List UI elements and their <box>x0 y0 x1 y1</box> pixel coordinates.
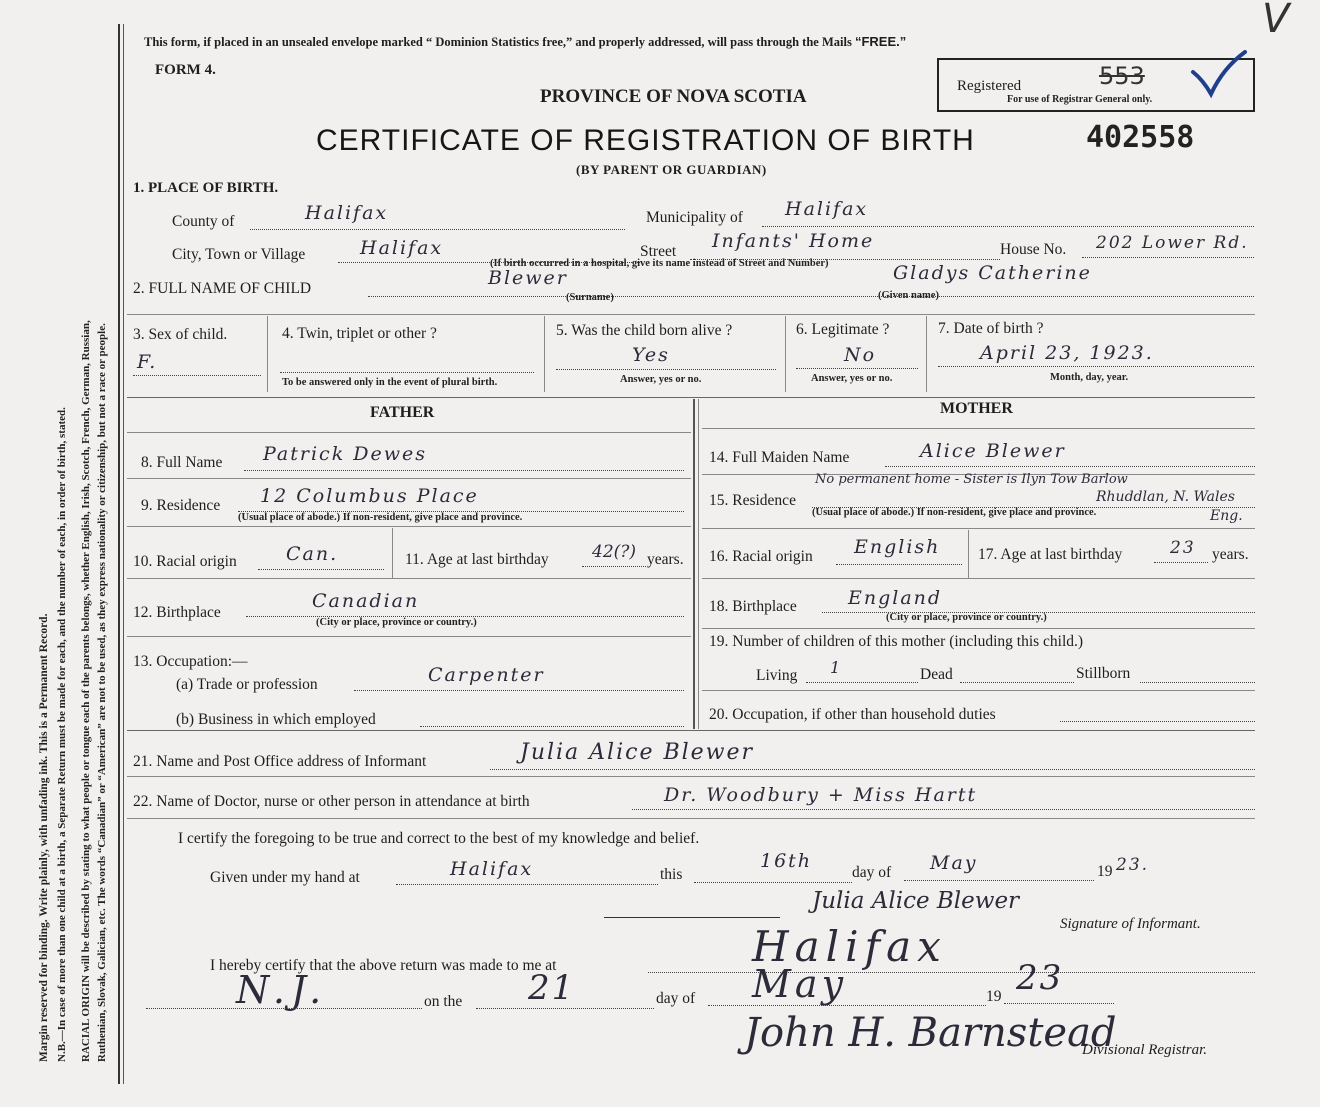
registrar-day-of-label: day of <box>656 990 696 1007</box>
on-the-label: on the <box>424 993 463 1010</box>
father-race-value[interactable]: Can. <box>286 543 339 565</box>
father-race-line <box>258 569 384 570</box>
child-surname-value[interactable]: Blewer <box>488 267 568 289</box>
given-place-value[interactable]: Halifax <box>450 858 534 880</box>
city-value[interactable]: Halifax <box>360 237 444 259</box>
row-rule-parents <box>127 397 1255 398</box>
margin-nb-note: N.B.—In case of more than one child at a birth, a Separate Return must be made for each, and the number of each, in order of birth, stated. <box>56 407 68 1062</box>
margin-rule <box>118 24 120 1084</box>
registrar-year-line <box>1004 1003 1114 1004</box>
sex-line <box>133 375 261 376</box>
registrar-check-icon <box>1189 50 1249 104</box>
registered-label: Registered <box>957 78 1022 94</box>
child-name-line <box>368 296 1254 297</box>
alive-label: 5. Was the child born alive ? <box>556 322 733 339</box>
alive-value[interactable]: Yes <box>632 344 670 366</box>
row-rule-doctor <box>127 776 1255 777</box>
mother-residence-value-2[interactable]: Rhuddlan, N. Wales <box>1096 489 1235 505</box>
informant-signature[interactable]: Julia Alice Blewer <box>812 888 1020 914</box>
legit-value[interactable]: No <box>844 344 877 366</box>
row-rule-child-facts <box>127 314 1255 315</box>
father-name-line <box>244 470 684 471</box>
registrar-day-value[interactable]: 21 <box>528 968 576 1008</box>
father-rule-5 <box>127 636 691 637</box>
registrar-signature[interactable]: John H. Barnstead <box>744 1010 1117 1056</box>
given-under-label: Given under my hand at <box>210 869 360 886</box>
father-trade-label: (a) Trade or profession <box>176 676 318 693</box>
municipality-line <box>762 226 1254 227</box>
mother-rule-3 <box>702 528 1255 529</box>
registrar-place-line <box>648 972 1255 973</box>
mother-years-label: years. <box>1212 546 1249 563</box>
given-day-of-label: day of <box>852 864 892 881</box>
registered-value: 553 <box>1099 62 1145 90</box>
mother-race-value[interactable]: English <box>854 536 941 558</box>
registration-number: 402558 <box>1086 120 1195 155</box>
doctor-label: 22. Name of Doctor, nurse or other person in attendance at birth <box>133 793 530 810</box>
parents-center-divider-2 <box>698 399 699 729</box>
county-value[interactable]: Halifax <box>305 202 389 224</box>
mother-birthplace-label: 18. Birthplace <box>709 598 797 615</box>
parents-center-divider <box>693 399 695 729</box>
house-line <box>1082 257 1254 258</box>
father-years-label: years. <box>647 551 684 568</box>
mother-residence-label: 15. Residence <box>709 492 796 509</box>
mother-residence-note: (Usual place of abode.) If non-resident, give place and province. <box>812 507 1097 518</box>
mother-occupation-label: 20. Occupation, if other than household duties <box>709 706 996 723</box>
informant-value[interactable]: Julia Alice Blewer <box>520 740 755 765</box>
mother-heading: MOTHER <box>940 400 1013 417</box>
given-day-value[interactable]: 16th <box>760 850 813 872</box>
certification-statement: I certify the foregoing to be true and correct to the best of my knowledge and belief. <box>178 830 700 847</box>
father-birthplace-note: (City or place, province or country.) <box>316 617 477 628</box>
margin-racial-note: RACIAL ORIGIN will be described by stating to what people or tongue each of the parents belongs, whether English, Irish, Scotch, French, German, Russian, <box>80 320 92 1062</box>
registrar-certify-label: I hereby certify that the above return was made to me at <box>210 957 557 974</box>
street-value[interactable]: Infants' Home <box>712 230 875 252</box>
given-month-line <box>904 880 1094 881</box>
registrar-initials-line <box>146 1008 422 1009</box>
mother-race-line <box>836 564 962 565</box>
registrar-year-value[interactable]: 23 <box>1016 958 1064 998</box>
mother-name-label: 14. Full Maiden Name <box>709 449 850 466</box>
registered-box <box>937 58 1255 112</box>
margin-rule-2 <box>123 24 124 1084</box>
living-line <box>806 682 918 683</box>
city-label: City, Town or Village <box>172 246 306 263</box>
given-year-value[interactable]: 23. <box>1116 855 1150 875</box>
given-name-note: (Given name) <box>878 290 939 301</box>
municipality-label: Municipality of <box>646 209 743 226</box>
mother-birthplace-note: (City or place, province or country.) <box>886 612 1047 623</box>
registrar-year-prefix: 19 <box>986 988 1002 1005</box>
father-rule-3 <box>127 526 691 527</box>
father-birthplace-label: 12. Birthplace <box>133 604 221 621</box>
certificate-subtitle: (BY PARENT OR GUARDIAN) <box>576 162 767 177</box>
mother-rule-1 <box>702 428 1255 429</box>
twin-label: 4. Twin, triplet or other ? <box>282 325 437 342</box>
father-trade-value[interactable]: Carpenter <box>428 664 545 686</box>
stillborn-label: Stillborn <box>1076 665 1131 682</box>
father-business-label: (b) Business in which employed <box>176 711 376 728</box>
father-residence-value[interactable]: 12 Columbus Place <box>260 485 479 507</box>
father-trade-line <box>354 690 684 691</box>
row-rule-certification <box>127 818 1255 819</box>
informant-label: 21. Name and Post Office address of Informant <box>133 753 427 770</box>
father-residence-note: (Usual place of abode.) If non-resident, give place and province. <box>238 512 523 523</box>
living-label: Living <box>756 667 798 684</box>
margin-binding-note: Margin reserved for binding. Write plainly, with unfading ink. This is a Permanent Record. <box>38 613 50 1062</box>
mother-name-value[interactable]: Alice Blewer <box>920 440 1066 462</box>
mother-age-value[interactable]: 23 <box>1170 538 1196 558</box>
sex-label: 3. Sex of child. <box>133 326 228 343</box>
legit-line <box>796 368 918 369</box>
col-divider-alive <box>785 316 786 392</box>
father-birthplace-value[interactable]: Canadian <box>312 590 420 612</box>
doctor-value[interactable]: Dr. Woodbury + Miss Hartt <box>664 784 978 806</box>
divisional-registrar-label: Divisional Registrar. <box>1082 1042 1208 1058</box>
father-occupation-label: 13. Occupation:— <box>133 653 248 670</box>
corner-check-mark: V <box>1262 0 1290 42</box>
row-rule-informant <box>127 730 1255 731</box>
dob-value[interactable]: April 23, 1923. <box>980 342 1154 364</box>
county-line <box>250 229 625 230</box>
dead-line <box>960 682 1074 683</box>
mother-rule-5 <box>702 628 1255 629</box>
municipality-value[interactable]: Halifax <box>785 198 869 220</box>
given-month-value[interactable]: May <box>930 852 978 874</box>
col-divider-sex <box>267 316 268 392</box>
father-age-label: 11. Age at last birthday <box>405 551 549 568</box>
mother-age-label: 17. Age at last birthday <box>978 546 1123 563</box>
twin-line <box>280 372 534 373</box>
county-label: County of <box>172 213 235 230</box>
father-heading: FATHER <box>370 404 435 421</box>
father-age-line <box>582 566 646 567</box>
province-heading: PROVINCE OF NOVA SCOTIA <box>540 86 807 107</box>
col-divider-legit <box>926 316 927 392</box>
informant-line <box>490 769 1255 770</box>
dob-label: 7. Date of birth ? <box>938 320 1044 337</box>
mail-notice: This form, if placed in an unsealed envelope marked “ Dominion Statistics free,” and properly addressed, will pass through the Mails “FREE.” <box>144 34 907 49</box>
mother-rule-6 <box>702 690 1255 691</box>
registrar-day-line <box>476 1008 654 1009</box>
living-value[interactable]: 1 <box>830 658 843 677</box>
mother-birthplace-value[interactable]: England <box>848 587 943 609</box>
place-of-birth-heading: 1. PLACE OF BIRTH. <box>133 180 279 196</box>
father-business-line <box>420 726 684 727</box>
father-rule-4 <box>127 578 691 579</box>
registrar-month-value[interactable]: May <box>752 962 848 1006</box>
mother-residence-value-1[interactable]: No permanent home - Sister is Ilyn Tow Barlow <box>815 472 1128 487</box>
mother-children-label: 19. Number of children of this mother (including this child.) <box>709 633 1084 650</box>
registrar-place-value[interactable]: Halifax <box>752 922 947 971</box>
child-given-value[interactable]: Gladys Catherine <box>893 262 1092 284</box>
father-rule-1 <box>127 432 691 433</box>
alive-note: Answer, yes or no. <box>620 374 702 385</box>
doctor-line <box>632 809 1255 810</box>
child-name-label: 2. FULL NAME OF CHILD <box>133 280 312 297</box>
given-place-line <box>396 884 658 885</box>
certificate-title: CERTIFICATE OF REGISTRATION OF BIRTH <box>316 124 975 157</box>
house-label: House No. <box>1000 241 1067 258</box>
twin-note: To be answered only in the event of plural birth. <box>282 377 498 388</box>
father-residence-label: 9. Residence <box>141 497 221 514</box>
col-divider-twin <box>544 316 545 392</box>
free-label: “FREE.” <box>854 34 907 49</box>
mother-rule-4 <box>702 578 1255 579</box>
dead-label: Dead <box>920 666 953 683</box>
mother-race-label: 16. Racial origin <box>709 548 813 565</box>
given-day-line <box>694 882 852 883</box>
dob-note: Month, day, year. <box>1050 372 1129 383</box>
given-year-prefix: 19 <box>1097 863 1113 880</box>
alive-line <box>556 369 776 370</box>
this-label: this <box>660 866 683 883</box>
dob-line <box>938 366 1254 367</box>
margin-racial-note-2: Ruthenian, Slovak, Galician, etc. The words “Canadian” or “American” are not to be used, as they express nationality or citizenship, but not a race or people. <box>96 323 108 1062</box>
father-race-label: 10. Racial origin <box>133 553 237 570</box>
mother-occupation-line <box>1060 721 1255 722</box>
mother-race-age-divider <box>968 530 969 578</box>
hospital-note: (If birth occurred in a hospital, give its name instead of Street and Number) <box>490 258 829 269</box>
signature-of-informant-label: Signature of Informant. <box>1060 916 1201 932</box>
street-label: Street <box>640 243 677 260</box>
father-age-value[interactable]: 42(?) <box>592 542 637 562</box>
father-rule-2 <box>127 478 691 479</box>
form-number: FORM 4. <box>155 62 216 78</box>
father-name-value[interactable]: Patrick Dewes <box>263 443 427 465</box>
father-name-label: 8. Full Name <box>141 454 223 471</box>
informant-signature-line <box>604 917 780 918</box>
mother-residence-value-3[interactable]: Eng. <box>1210 508 1243 524</box>
legit-note: Answer, yes or no. <box>811 373 893 384</box>
mother-name-line <box>885 466 1255 467</box>
mother-age-line <box>1154 562 1208 563</box>
sex-value[interactable]: F. <box>137 351 158 373</box>
registrar-note: For use of Registrar General only. <box>1007 94 1153 105</box>
surname-note: (Surname) <box>566 292 614 303</box>
father-race-age-divider <box>392 528 393 578</box>
legit-label: 6. Legitimate ? <box>796 321 890 338</box>
house-value[interactable]: 202 Lower Rd. <box>1096 233 1249 253</box>
registrar-initials[interactable]: N.J. <box>236 968 328 1012</box>
stillborn-line <box>1140 682 1255 683</box>
